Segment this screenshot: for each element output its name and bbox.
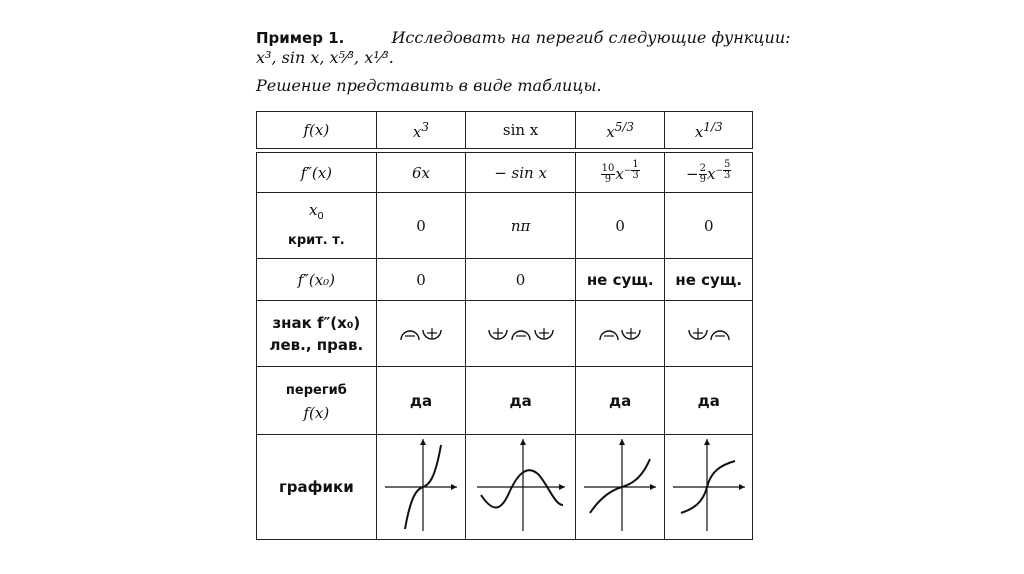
- cell-d2x0-1: 0: [376, 259, 466, 301]
- coef-fraction: $\frac{10}{9}$: [601, 163, 615, 186]
- header-fx: f(x): [257, 112, 377, 149]
- header-row: [257, 112, 753, 149]
- graph-x3-plot: [379, 435, 463, 535]
- header-x3: $x^3$: [376, 112, 466, 149]
- header-x13: $x^{1/3}$: [665, 112, 753, 149]
- concavity-icons: [397, 324, 445, 344]
- cell-infl-2: да: [466, 367, 576, 435]
- graph-x3: [376, 435, 466, 540]
- label-graphs: графики: [257, 435, 377, 540]
- exp-fraction: $\frac{1}{3}$: [632, 158, 639, 181]
- header-x53: $x^{5/3}$: [575, 112, 665, 149]
- row-critical-point: [257, 193, 753, 259]
- example-title: Пример 1.: [256, 29, 345, 47]
- cell-sign-4: [665, 301, 753, 367]
- exp-fraction: $\frac{5}{3}$: [724, 158, 731, 181]
- cell-sign-1: [376, 301, 466, 367]
- cell-crit-4: 0: [665, 193, 753, 259]
- solution-note: Решение представить в виде таблицы.: [256, 76, 602, 95]
- cell-crit-3: 0: [575, 193, 665, 259]
- label-critical-point: $x_0$ крит. т.: [257, 193, 377, 259]
- cell-sign-2: [466, 301, 576, 367]
- label-second-derivative: f″(x): [257, 153, 377, 193]
- row-second-derivative: [257, 153, 753, 193]
- label-sign: знак f″(x₀) лев., прав.: [257, 301, 377, 367]
- cell-6x: 6x: [376, 153, 466, 193]
- cell-d2x0-2: 0: [466, 259, 576, 301]
- analysis-table: [256, 152, 753, 540]
- cell-crit-2: nπ: [466, 193, 576, 259]
- cell-infl-3: да: [575, 367, 665, 435]
- function-header-table: [256, 111, 753, 149]
- cell-deriv-x53: $\frac{10}{9}$ $x^{- \frac{1}{3}}$: [575, 153, 665, 193]
- graph-x13-plot: [667, 435, 751, 535]
- graph-x53-plot: [578, 435, 662, 535]
- concavity-icons: [485, 324, 557, 344]
- row-second-derivative-x0: [257, 259, 753, 301]
- cell-infl-4: да: [665, 367, 753, 435]
- graph-x13: [665, 435, 753, 540]
- label-inflection: перегиб f(x): [257, 367, 377, 435]
- example-heading: [256, 28, 791, 47]
- cell-infl-1: да: [376, 367, 466, 435]
- coef-fraction: $\frac{2}{9}$: [699, 163, 706, 186]
- cell-sign-3: [575, 301, 665, 367]
- cell-deriv-x13: − $\frac{2}{9}$ $x^{- \frac{5}{3}}$: [665, 153, 753, 193]
- row-sign: [257, 301, 753, 367]
- cell-d2x0-3: не сущ.: [575, 259, 665, 301]
- concavity-icons: [685, 324, 733, 344]
- header-sinx: sin x: [466, 112, 576, 149]
- row-graphs: [257, 435, 753, 540]
- cell-crit-1: 0: [376, 193, 466, 259]
- row-inflection: [257, 367, 753, 435]
- cell-minus-sinx: − sin x: [466, 153, 576, 193]
- graph-x53: [575, 435, 665, 540]
- cell-d2x0-4: не сущ.: [665, 259, 753, 301]
- graph-sinx-plot: [471, 435, 571, 535]
- task-text: Исследовать на перегиб следующие функции:: [391, 28, 791, 47]
- graph-sinx: [466, 435, 576, 540]
- concavity-icons: [596, 324, 644, 344]
- functions-line: x³, sin x, x⁵⁄³, x¹⁄³.: [256, 48, 394, 67]
- label-second-derivative-x0: f″(x₀): [257, 259, 377, 301]
